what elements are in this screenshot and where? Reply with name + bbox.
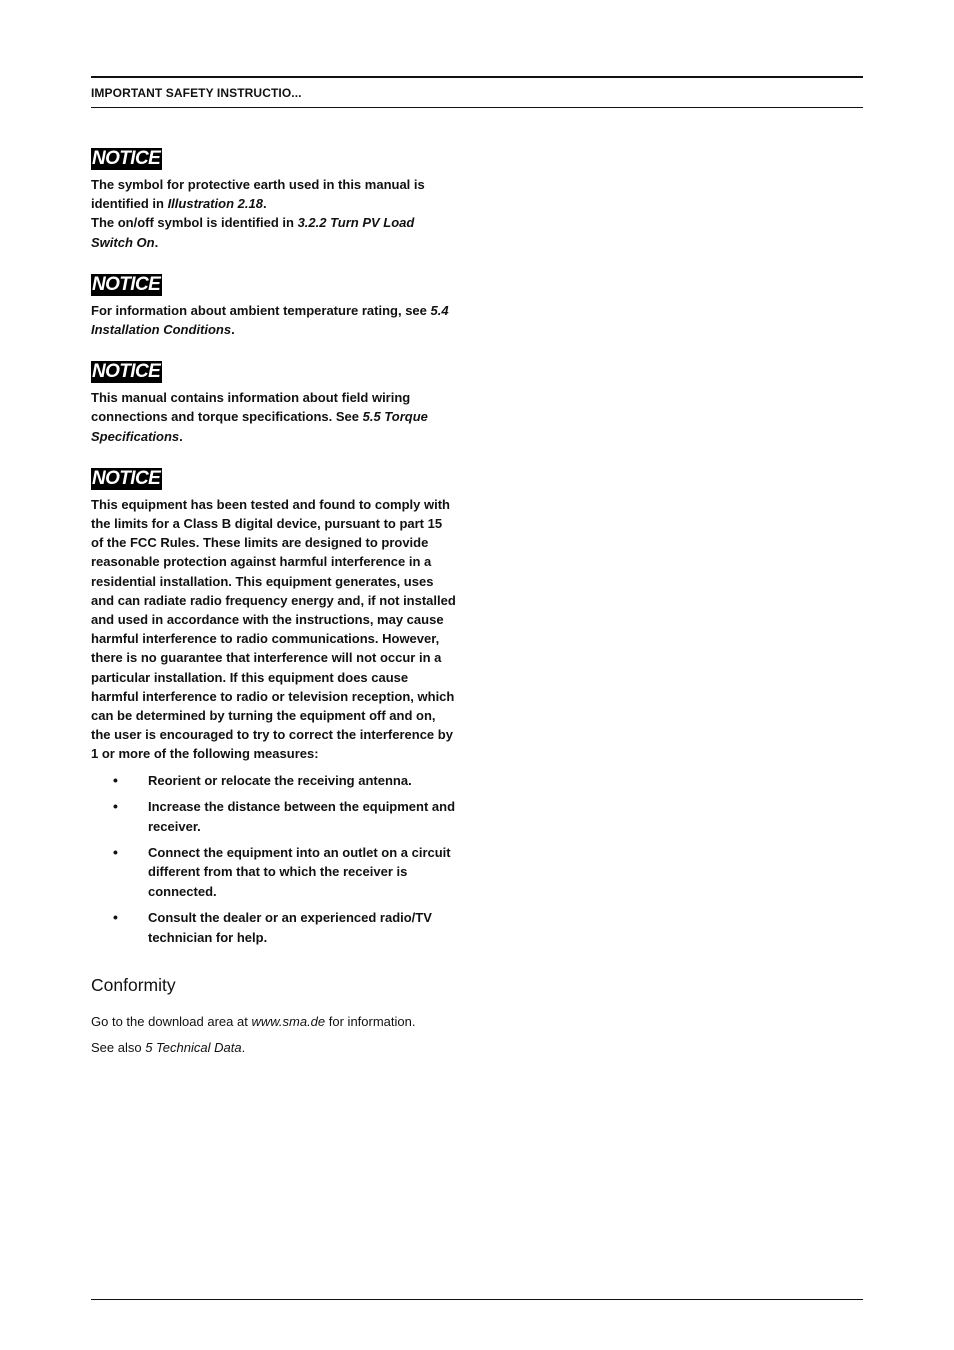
notice-text: The symbol for protective earth used in this manual is identified in Illustration 2.18. The on/off symbol is identified in 3.2.2 Turn PV Load Switch On. (91, 177, 425, 250)
list-item: • Connect the equipment into an outlet on a circuit different from that to which the receiver is connected. (113, 844, 451, 899)
notice-label: NOTICE (92, 148, 161, 169)
conformity-paragraph: Go to the download area at www.sma.de for information. (91, 1013, 416, 1029)
see-also-paragraph: See also 5 Technical Data. (91, 1039, 246, 1055)
notice-ambient-temperature (91, 274, 457, 339)
bullet-icon: • (113, 909, 118, 926)
header-rule (91, 107, 863, 108)
measures-list (91, 771, 457, 947)
list-item: • Reorient or relocate the receiving antenna. (91, 771, 457, 790)
website-link[interactable]: www.sma.de (251, 1013, 326, 1029)
bullet-icon: • (113, 798, 118, 815)
cross-reference-link[interactable]: 5 Technical Data (145, 1039, 242, 1055)
footer-rule (91, 1299, 863, 1300)
cross-reference-link[interactable]: 5.5 Torque Specifications (91, 409, 428, 444)
list-item: • Increase the distance between the equipment and receiver. (113, 798, 456, 834)
notice-label: NOTICE (92, 467, 161, 489)
bullet-icon: • (113, 771, 118, 788)
notice-label: NOTICE (92, 273, 161, 295)
section-heading-conformity: Conformity (91, 974, 176, 995)
cross-reference-link[interactable]: Illustration 2.18 (167, 196, 263, 212)
notice-label: NOTICE (92, 361, 161, 383)
main-column (91, 148, 457, 1064)
notice-fcc (91, 468, 457, 947)
running-header: IMPORTANT SAFETY INSTRUCTIO... (91, 86, 302, 100)
notice-text: For information about ambient temperature rating, see 5.4 Installation Conditions. (91, 302, 449, 338)
notice-text: This manual contains information about field wiring connections and torque specifications. See 5.5 Torque Specifications. (91, 390, 428, 444)
notice-text: This equipment has been tested and found to comply with the limits for a Class B digital device, pursuant to part 15 of the FCC Rules. These limits are designed to provide reasonable protection against harmful interference in a residential installation. This equipment generates, uses and can radiate radio frequency energy and, if not installed and used in accordance with the instructions, may cause harmful interference to radio communications. However, there is no guarantee that interference will not occur in a particular installation. If this equipment does cause harmful interference to radio or television reception, which can be determined by turning the equipment off and on, the user is encouraged to try to correct the interference by 1 or more of the following measures: (91, 496, 456, 762)
cross-reference-link[interactable]: 5.4 Installation Conditions (91, 302, 449, 338)
bullet-icon: • (113, 844, 118, 861)
cross-reference-link[interactable]: 3.2.2 Turn PV Load Switch On (91, 215, 415, 250)
notice-protective-earth (91, 148, 457, 252)
notice-field-wiring (91, 361, 457, 446)
top-rule (91, 76, 863, 78)
list-item: • Consult the dealer or an experienced radio/TV technician for help. (113, 909, 432, 945)
